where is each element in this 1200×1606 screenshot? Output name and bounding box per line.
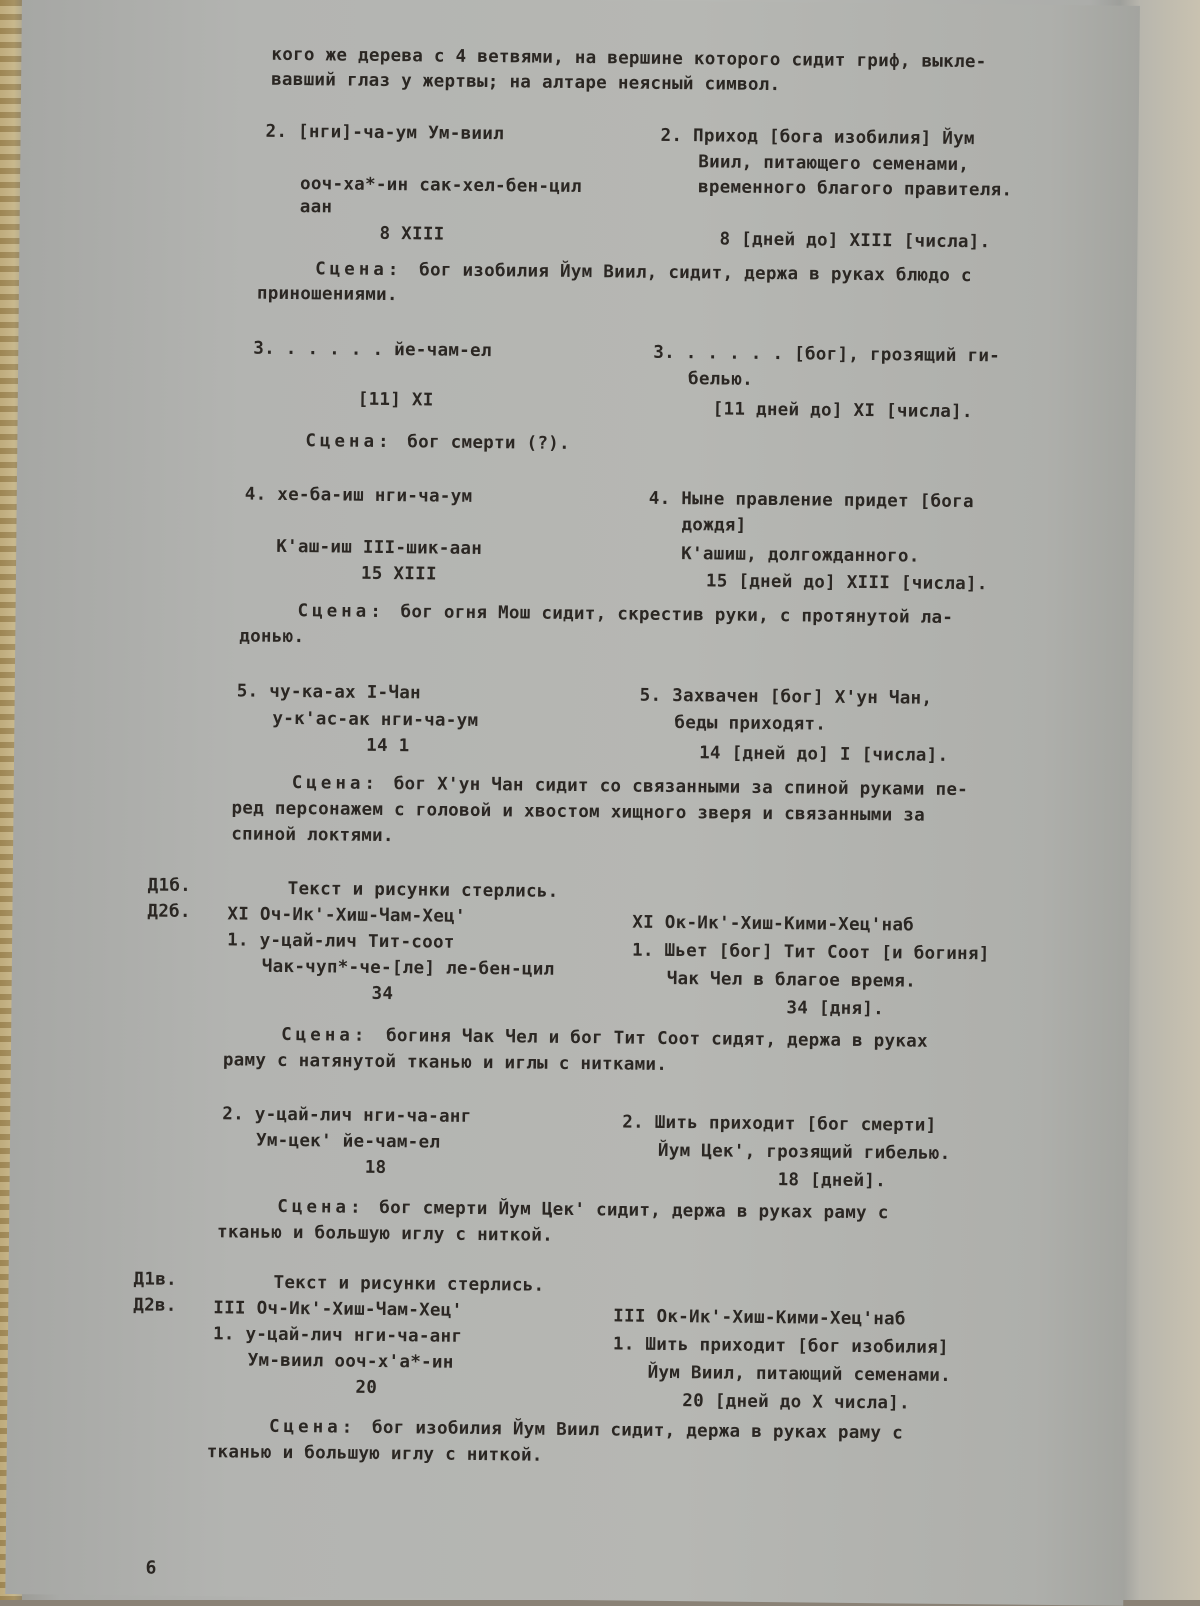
entry-left-line: К'аш-иш III-шик-аан [276,536,483,559]
entry-left-line: ооч-ха*-ин сак-хел-бен-цил [299,174,582,198]
scene-text: бог огня Мош сидит, скрестив руки, с протянутой ла- [400,602,954,628]
scene-text: бог Х'ун Чан сидит со связанными за спиной руками пе- [393,774,969,801]
scene-label: Сцена: [305,431,393,453]
scene-text: богиня Чак Чел и бог Тит Соот сидят, держа в руках [386,1026,929,1052]
scene-label: Сцена: [291,773,380,794]
entry-right-line: 2. Шить приходит [бог смерти] [622,1112,937,1136]
entry-right-line: 1. Шьет [бог] Тит Соот [и богиня] [631,940,990,965]
entry-right-line: белью. [687,369,754,390]
scene-label: Сцена: [277,1196,365,1218]
page-number: 6 [145,1557,157,1579]
entry-left-number: 34 [371,983,394,1005]
scene-text: раму с натянутой тканью и иглы с нитками. [222,1050,668,1075]
scene-label: Сцена: [297,601,385,622]
scene-text: бог смерти (?). [407,432,571,454]
scene-label: Сцена: [281,1024,369,1046]
entry-right-line: Виил, питающего семенами, [698,152,970,176]
entry-right-line: XI Ок-Ик'-Хиш-Кими-Хец'наб [632,912,915,936]
section-tag: Д1б. [147,875,192,896]
scene-text: ред персонажем с головой и хвостом хищного зверя и связанными за [231,798,926,826]
entry-left-line: 5. чу-ка-ах I-Чан [236,681,422,704]
entry-left-number: 18 [364,1157,387,1179]
entry-left-line: 1. у-цай-лич нги-ча-анг [212,1324,463,1347]
entry-left-line: Ум-виил ооч-х'а*-ин [247,1350,454,1373]
entry-left-number: 14 1 [366,735,410,757]
scene-label: Сцена: [315,259,403,281]
section-tag: Д1в. [133,1269,178,1290]
entry-left-number: 15 XIII [360,563,437,585]
book-page [5,0,1140,1606]
entry-left-number: 8 XIII [379,223,445,245]
entry-right-number: 20 [дней до X числа]. [682,1391,910,1414]
entry-right-line: дождя] [681,515,747,536]
scene-text: спиной локтями. [231,824,394,847]
entry-left-line: 2. у-цай-лич нги-ча-анг [222,1104,472,1127]
entry-right-line: беды приходят. [674,713,827,735]
section-tag: Д2б. [147,901,191,922]
intro-line: кого же дерева с 4 ветвями, на вершине которого сидит гриф, выкле- [271,44,987,73]
entry-left-line: 1. у-цай-лич Тит-соот [227,930,455,953]
scene-text: бог изобилия Йум Виил, сидит, держа в руках блюдо с [419,260,972,287]
entry-left-line: Чак-чуп*-че-[ле] ле-бен-цил [261,956,555,980]
scene-text: донью. [239,626,305,648]
entry-right-line: 4. Ныне правление придет [бога [648,488,974,513]
entry-right-line: 5. Захвачен [бог] Х'ун Чан, [639,685,933,709]
entry-right-line: 3. . . . . . [бог], грозящий ги- [653,342,1001,367]
entry-left-line: 4. хе-ба-иш нги-ча-ум [244,484,473,507]
entry-right-number: 8 [дней до] XIII [числа]. [719,229,991,253]
section-note: Текст и рисунки стерлись. [273,1272,545,1296]
section-note: Текст и рисунки стерлись. [287,878,559,902]
scene-text: бог смерти Йум Цек' сидит, держа в руках раму с [379,1197,889,1224]
entry-left-line: Ум-цек' йе-чам-ел [255,1130,441,1153]
entry-left-number: [11] XI [357,389,434,411]
entry-right-line: III Ок-Ик'-Хиш-Кими-Хец'наб [613,1306,906,1330]
entry-right-line: Чак Чел в благое время. [666,968,917,992]
entry-right-line: 2. Приход [бога изобилия] Йум [660,125,975,150]
entry-right-number: [11 дней до] XI [числа]. [712,399,973,423]
entry-right-line: 1. Шить приходит [бог изобилия] [612,1334,949,1358]
entry-right-number: 18 [дней]. [777,1170,887,1192]
entry-right-number: 14 [дней до] I [числа]. [699,743,949,766]
entry-left-line: у-к'ас-ак нги-ча-ум [272,708,479,731]
scene-text: тканью и большую иглу с ниткой. [206,1442,543,1466]
intro-line: вавший глаз у жертвы; на алтаре неясный символ. [271,69,781,96]
entry-left-number: 20 [355,1377,378,1398]
scene-text: бог изобилия Йум Виил сидит, держа в руках раму с [371,1417,904,1444]
entry-right-line: Йум Цек', грозящий гибелью. [657,1140,951,1164]
entry-right-line: временного благого правителя. [697,177,1013,201]
entry-right-number: 15 [дней до] XIII [числа]. [705,571,988,595]
entry-left-line: аан [299,197,333,218]
entry-left-line: 2. [нги]-ча-ум Ум-виил [265,121,505,145]
scene-label: Сцена: [268,1416,357,1438]
section-tag: Д2в. [133,1295,177,1316]
entry-left-line: 3. . . . . . йе-чам-ел [253,338,492,362]
entry-left-line: III Оч-Ик'-Хиш-Чам-Хец' [213,1298,463,1321]
scene-text: приношениями. [256,283,398,306]
entry-left-line: XI Оч-Ик'-Хиш-Чам-Хец' [227,904,466,927]
entry-right-line: К'ашиш, долгожданного. [681,544,920,567]
scene-text: тканью и большую иглу с ниткой. [216,1222,554,1246]
entry-right-line: Йум Виил, питающий семенами. [647,1362,952,1386]
entry-right-number: 34 [дня]. [786,998,885,1020]
